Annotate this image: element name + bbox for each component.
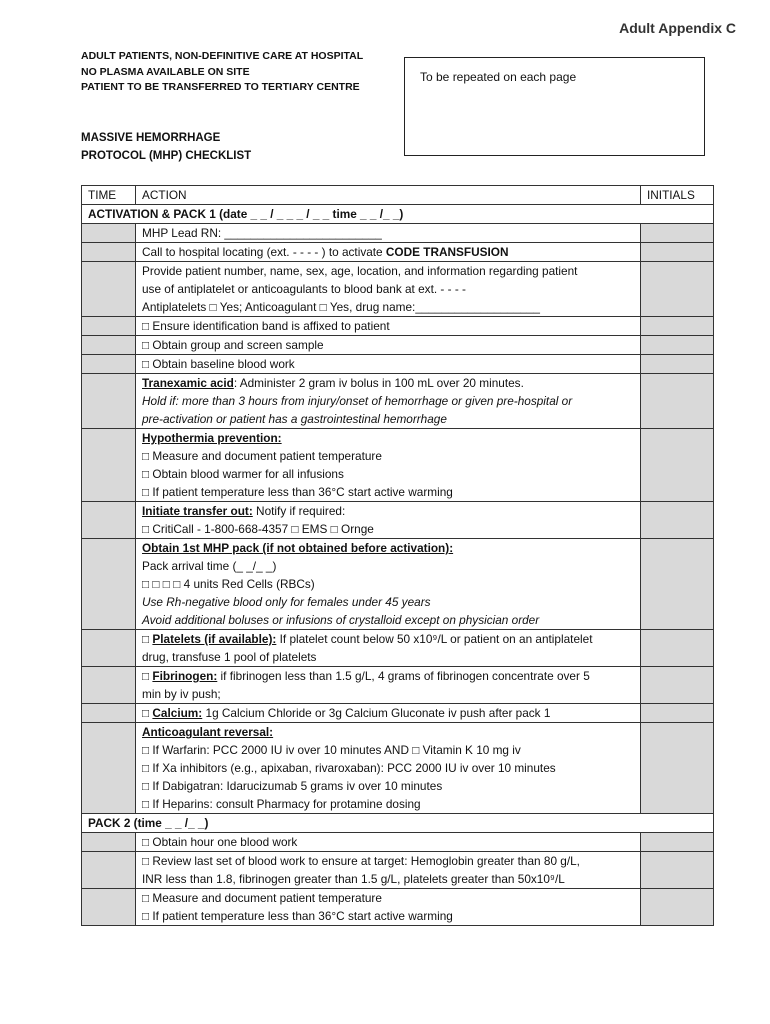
- table-row: [82, 723, 714, 814]
- table-row: [82, 224, 714, 243]
- action-cell: □ Obtain group and screen sample: [136, 336, 641, 355]
- initials-cell[interactable]: [641, 336, 714, 355]
- action-cell: Hypothermia prevention: □ Measure and document patient temperature □ Obtain blood warmer for all infusions □ If patient temperature less than 36°C start active warming: [136, 429, 641, 502]
- initials-cell[interactable]: [641, 355, 714, 374]
- initials-cell[interactable]: [641, 704, 714, 723]
- initials-cell[interactable]: [641, 889, 714, 926]
- initials-cell[interactable]: [641, 374, 714, 429]
- table-row: [82, 704, 714, 723]
- initials-cell[interactable]: [641, 833, 714, 852]
- table-row: [82, 852, 714, 889]
- action-cell: □ Obtain hour one blood work: [136, 833, 641, 852]
- initials-cell[interactable]: [641, 502, 714, 539]
- initials-cell[interactable]: [641, 224, 714, 243]
- appendix-label: Adult Appendix C: [619, 20, 736, 36]
- action-cell: Obtain 1st MHP pack (if not obtained before activation): Pack arrival time (_ _/_ _) □ □ □ □ 4 units Red Cells (RBCs) Use Rh-negative blood only for females under 45 years Avoid additional boluses or infusions of crystalloid except on physician order: [136, 539, 641, 630]
- time-cell[interactable]: [82, 630, 136, 667]
- action-cell: □ Obtain baseline blood work: [136, 355, 641, 374]
- table-row: [82, 502, 714, 539]
- table-header-row: [82, 186, 714, 205]
- col-initials-header: INITIALS: [641, 186, 714, 205]
- initials-cell[interactable]: [641, 262, 714, 317]
- table-row: [82, 243, 714, 262]
- table-row: [82, 833, 714, 852]
- table-row: [82, 630, 714, 667]
- table-row: [82, 262, 714, 317]
- action-cell: □ Platelets (if available): If platelet count below 50 x10⁹/L or patient on an antiplatelet drug, transfuse 1 pool of platelets: [136, 630, 641, 667]
- initials-cell[interactable]: [641, 317, 714, 336]
- action-cell: □ Fibrinogen: if fibrinogen less than 1.5 g/L, 4 grams of fibrinogen concentrate over 5 min by iv push;: [136, 667, 641, 704]
- action-cell: Provide patient number, name, sex, age, location, and information regarding patient use of antiplatelet or anticoagulants to blood bank at ext. - - - - Antiplatelets □ Yes; Anticoagulant □ Yes, drug name:___________________: [136, 262, 641, 317]
- time-cell[interactable]: [82, 889, 136, 926]
- time-cell[interactable]: [82, 374, 136, 429]
- initials-cell[interactable]: [641, 243, 714, 262]
- time-cell[interactable]: [82, 852, 136, 889]
- time-cell[interactable]: [82, 243, 136, 262]
- table-row: [82, 889, 714, 926]
- table-row: [82, 374, 714, 429]
- patient-category-header: [81, 49, 363, 96]
- action-cell: □ Ensure identification band is affixed to patient: [136, 317, 641, 336]
- table-row: [82, 355, 714, 374]
- col-time-header: TIME: [82, 186, 136, 205]
- col-action-header: ACTION: [136, 186, 641, 205]
- header-line: PATIENT TO BE TRANSFERRED TO TERTIARY CENTRE: [81, 81, 360, 93]
- table-row: [82, 336, 714, 355]
- protocol-title-line: PROTOCOL (MHP) CHECKLIST: [81, 150, 252, 162]
- time-cell[interactable]: [82, 667, 136, 704]
- time-cell[interactable]: [82, 429, 136, 502]
- time-cell[interactable]: [82, 502, 136, 539]
- initials-cell[interactable]: [641, 852, 714, 889]
- action-cell: Initiate transfer out: Notify if required: □ CritiCall - 1-800-668-4357 □ EMS □ Ornge: [136, 502, 641, 539]
- section-title: PACK 2 (time _ _ /_ _): [82, 814, 714, 833]
- action-cell: Call to hospital locating (ext. - - - - ) to activate CODE TRANSFUSION: [136, 243, 641, 262]
- time-cell[interactable]: [82, 723, 136, 814]
- time-cell[interactable]: [82, 355, 136, 374]
- time-cell[interactable]: [82, 833, 136, 852]
- header-line: ADULT PATIENTS, NON-DEFINITIVE CARE AT HOSPITAL: [81, 50, 364, 62]
- table-row: [82, 667, 714, 704]
- time-cell[interactable]: [82, 704, 136, 723]
- section-activation: [82, 205, 714, 224]
- checklist-table: [81, 185, 714, 926]
- table-row: [82, 539, 714, 630]
- action-cell: □ Calcium: 1g Calcium Chloride or 3g Calcium Gluconate iv push after pack 1: [136, 704, 641, 723]
- initials-cell[interactable]: [641, 667, 714, 704]
- action-cell: Tranexamic acid: Administer 2 gram iv bolus in 100 mL over 20 minutes. Hold if: more than 3 hours from injury/onset of hemorrhage or given pre-hospital or pre-activation or patient has a gastrointestinal hemorrhage: [136, 374, 641, 429]
- time-cell[interactable]: [82, 224, 136, 243]
- time-cell[interactable]: [82, 336, 136, 355]
- section-pack-2: [82, 814, 714, 833]
- table-row: [82, 429, 714, 502]
- patient-label-box: [404, 57, 705, 156]
- initials-cell[interactable]: [641, 539, 714, 630]
- initials-cell[interactable]: [641, 723, 714, 814]
- protocol-title-line: MASSIVE HEMORRHAGE: [81, 132, 221, 144]
- time-cell[interactable]: [82, 539, 136, 630]
- section-title: ACTIVATION & PACK 1 (date _ _ / _ _ _ / _ _ time _ _ /_ _): [82, 205, 714, 224]
- initials-cell[interactable]: [641, 630, 714, 667]
- header-line: NO PLASMA AVAILABLE ON SITE: [81, 65, 250, 78]
- time-cell[interactable]: [82, 317, 136, 336]
- table-row: [82, 317, 714, 336]
- initials-cell[interactable]: [641, 429, 714, 502]
- action-cell: □ Review last set of blood work to ensure at target: Hemoglobin greater than 80 g/L, INR less than 1.8, fibrinogen greater than 1.5 g/L, platelets greater than 50x10⁹/L: [136, 852, 641, 889]
- action-cell: □ Measure and document patient temperature □ If patient temperature less than 36°C start active warming: [136, 889, 641, 926]
- action-cell: Anticoagulant reversal: □ If Warfarin: PCC 2000 IU iv over 10 minutes AND □ Vitamin K 10 mg iv □ If Xa inhibitors (e.g., apixaban, rivaroxaban): PCC 2000 IU iv over 10 minutes □ If Dabigatran: Idarucizumab 5 grams iv over 10 minutes □ If Heparins: consult Pharmacy for protamine dosing: [136, 723, 641, 814]
- protocol-title: [81, 129, 251, 165]
- time-cell[interactable]: [82, 262, 136, 317]
- action-cell: MHP Lead RN: ________________________: [136, 224, 641, 243]
- repeat-box-text: To be repeated on each page: [420, 70, 577, 84]
